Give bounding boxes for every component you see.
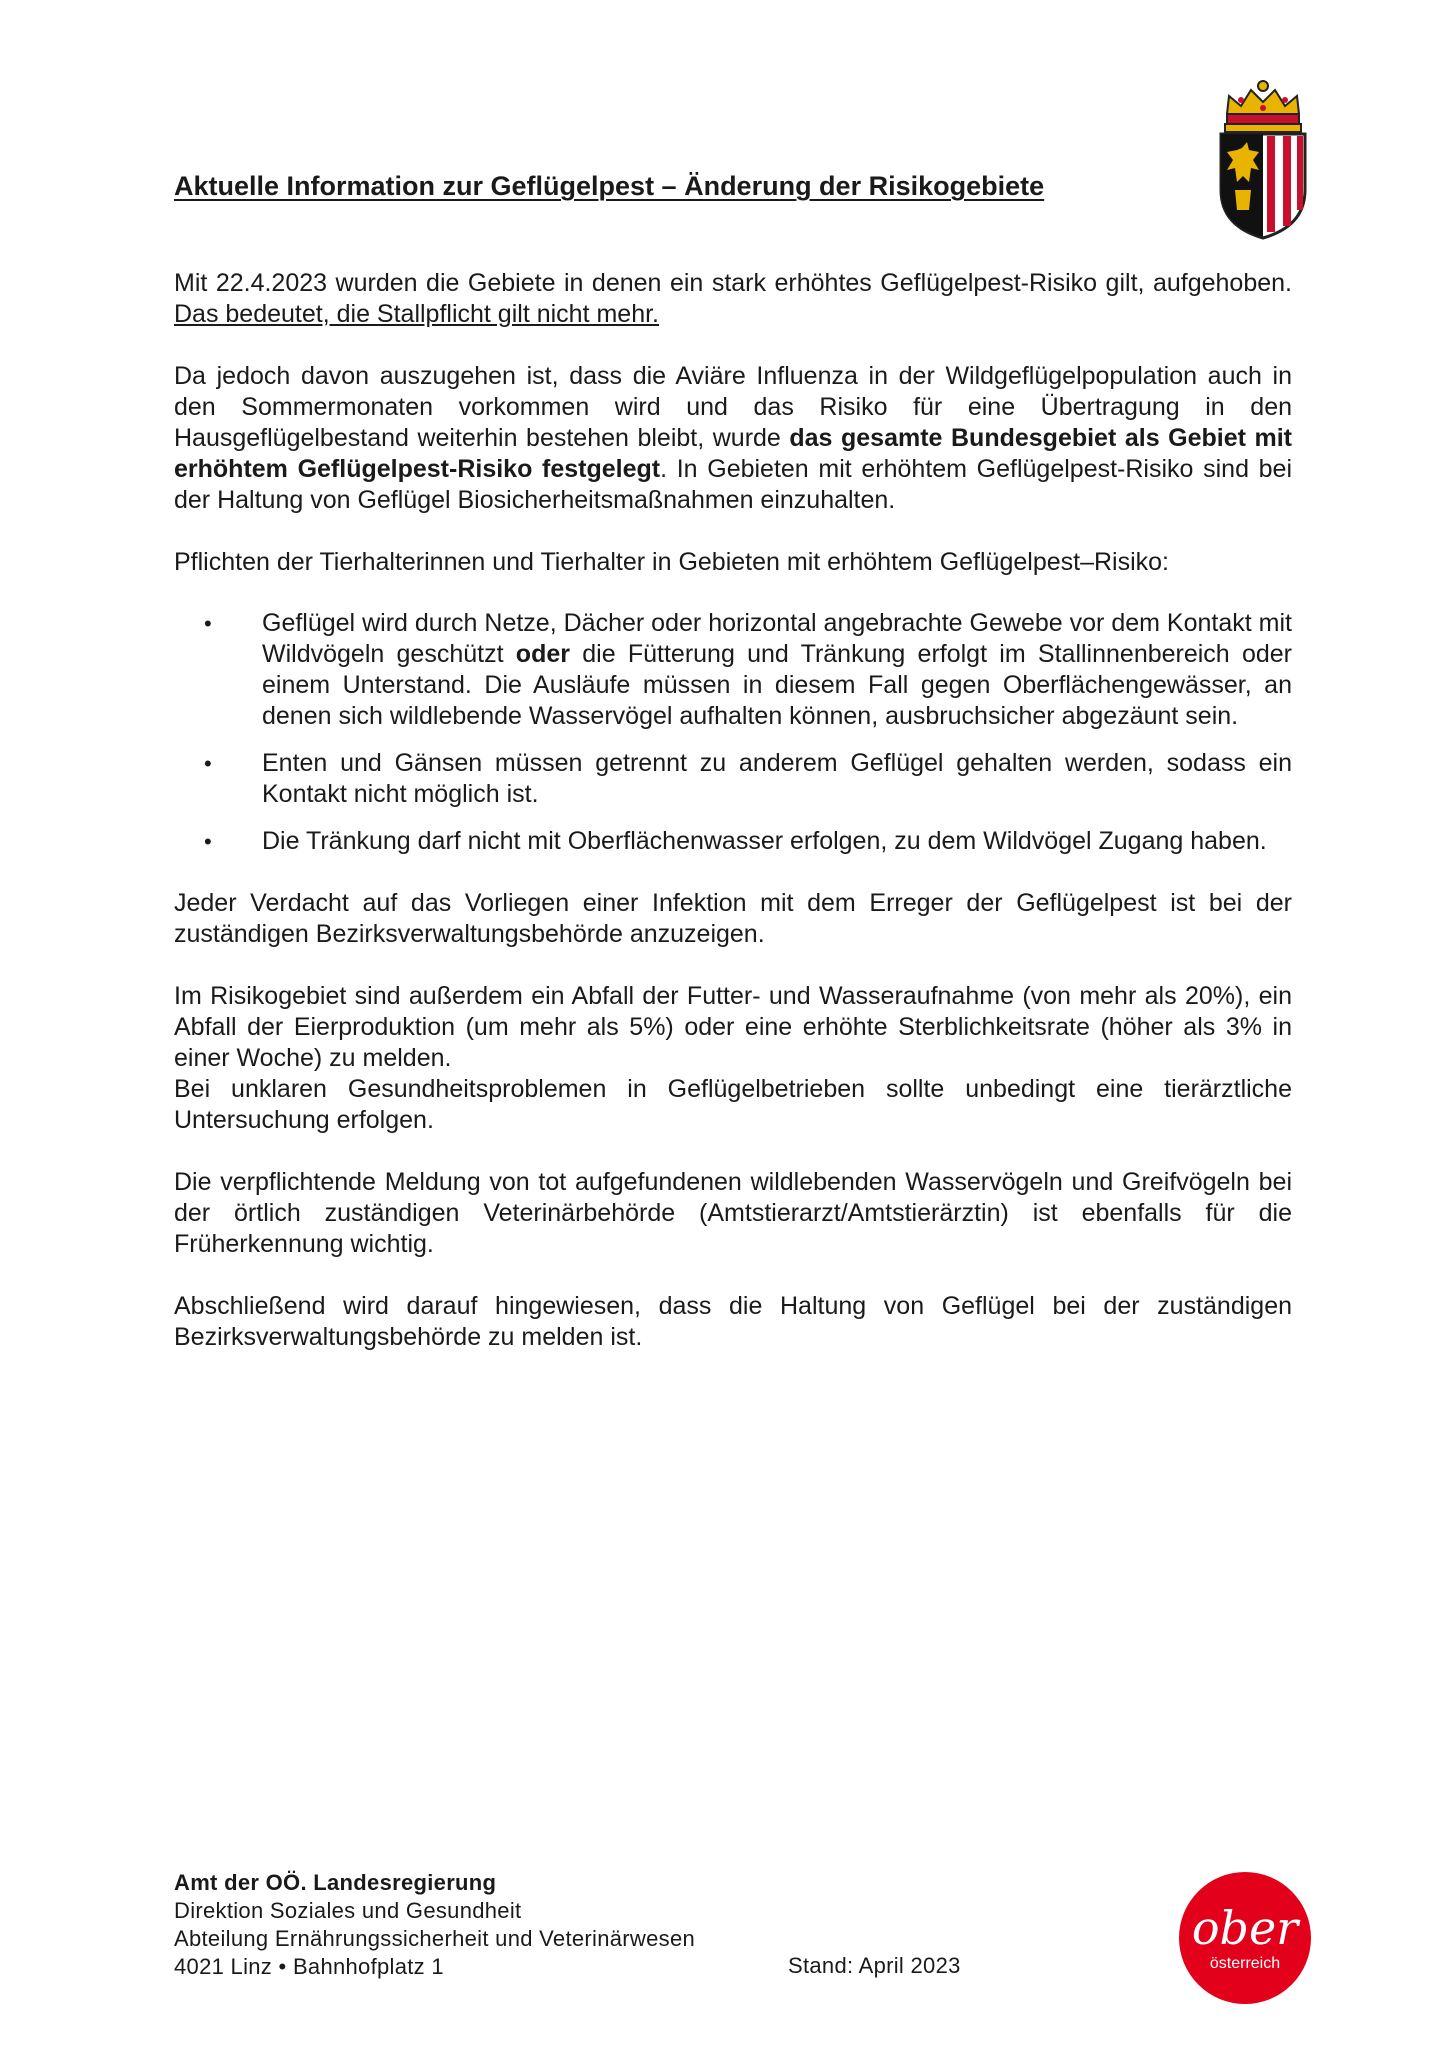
page-title: Aktuelle Information zur Geflügelpest – Änderung der Risikogebiete <box>174 171 1045 201</box>
paragraph-reporting: Im Risikogebiet sind außerdem ein Abfall der Futter- und Wasseraufnahme (von mehr als 20%), ein Abfall der Eierproduktion (um mehr als 5%) oder eine erhöhte Sterblichkeitsrate (höher als 3% in einer Woche) zu melden. <box>174 982 1292 1072</box>
bullet-icon: • <box>204 751 212 776</box>
bullet-text-a: Geflügel wird durch Netze, Dächer oder horizontal angebrachte Gewebe vor dem Kontakt mit Wildvögeln geschützt <box>262 609 1292 668</box>
intro-underlined: Das bedeutet, die Stallpflicht gilt nicht mehr. <box>174 300 659 328</box>
paragraph-suspicion: Jeder Verdacht auf das Vorliegen einer Infektion mit dem Erreger der Geflügelpest ist bei der zuständigen Bezirksverwaltungsbehörde anzuzeigen. <box>174 889 1292 948</box>
coat-of-arms-icon <box>1215 78 1311 240</box>
footer-department: Abteilung Ernährungssicherheit und Veterinärwesen <box>174 1926 696 1951</box>
risk-text-a: Da jedoch davon auszugehen ist, dass die Aviäre Influenza in der Wildgeflügelpopulation auch in den Sommermonaten vorkommen wird und das Risiko für eine Übertragung in den Hausgeflügelbestand weiterhin bestehen bleibt, wurde <box>174 362 1292 452</box>
footer-directorate: Direktion Soziales und Gesundheit <box>174 1898 522 1923</box>
duties-list <box>174 608 1292 857</box>
list-item <box>174 608 1292 732</box>
bullet-text-b: die Fütterung und Tränkung erfolgt im Stallinnenbereich oder einem Unterstand. Die Ausläufe müssen in diesem Fall gegen Oberflächengewässer, an denen sich wildlebende Wasservögel aufhalten können, ausbruchsicher abgezäunt sein. <box>262 640 1292 730</box>
paragraph-risk-area <box>174 361 1292 516</box>
paragraph-duties-intro: Pflichten der Tierhalterinnen und Tierhalter in Gebieten mit erhöhtem Geflügelpest–Risiko: <box>174 548 1169 576</box>
bullet-icon: • <box>204 611 212 636</box>
risk-text-b: . In Gebieten mit erhöhtem Geflügelpest-Risiko sind bei der Haltung von Geflügel Biosicherheitsmaßnahmen einzuhalten. <box>174 455 1293 514</box>
logo-word-bottom: österreich <box>1209 1955 1281 1972</box>
intro-text: Mit 22.4.2023 wurden die Gebiete in denen ein stark erhöhtes Geflügelpest-Risiko gilt, aufgehoben. <box>174 269 1292 297</box>
bullet-text: Enten und Gänsen müssen getrennt zu anderem Geflügel gehalten werden, sodass ein Kontakt nicht möglich ist. <box>262 749 1292 808</box>
logo-word-top: ober <box>1191 1901 1299 1955</box>
paragraph-wild-birds: Die verpflichtende Meldung von tot aufgefundenen wildlebenden Wasservögeln und Greifvögeln bei der örtlich zuständigen Veterinärbehörde (Amtstierarzt/Amtstierärztin) ist ebenfalls für die Früherkennung wichtig. <box>174 1168 1292 1258</box>
footer-date: Stand: April 2023 <box>788 1953 961 1978</box>
risk-text-bold: das gesamte Bundesgebiet als Gebiet mit erhöhtem Geflügelpest-Risiko festgelegt <box>174 424 1292 483</box>
list-item <box>174 748 1292 810</box>
document-body <box>174 268 1292 1384</box>
paragraph-vet-exam: Bei unklaren Gesundheitsproblemen in Geflügelbetrieben sollte unbedingt eine tierärztliche Untersuchung erfolgen. <box>174 1075 1292 1134</box>
paragraph-intro <box>174 268 1292 330</box>
footer-street: 4021 Linz • Bahnhofplatz 1 <box>174 1954 444 1979</box>
bullet-text-bold: oder <box>515 640 570 668</box>
list-item <box>174 826 1292 857</box>
bullet-text: Die Tränkung darf nicht mit Oberflächenwasser erfolgen, zu dem Wildvögel Zugang haben. <box>262 827 1267 855</box>
paragraph-closing: Abschließend wird darauf hingewiesen, dass die Haltung von Geflügel bei der zuständigen Bezirksverwaltungsbehörde zu melden ist. <box>174 1292 1292 1351</box>
bullet-icon: • <box>204 829 212 854</box>
footer-org: Amt der OÖ. Landesregierung <box>174 1870 497 1895</box>
oberoesterreich-logo-icon <box>1177 1870 1313 2006</box>
